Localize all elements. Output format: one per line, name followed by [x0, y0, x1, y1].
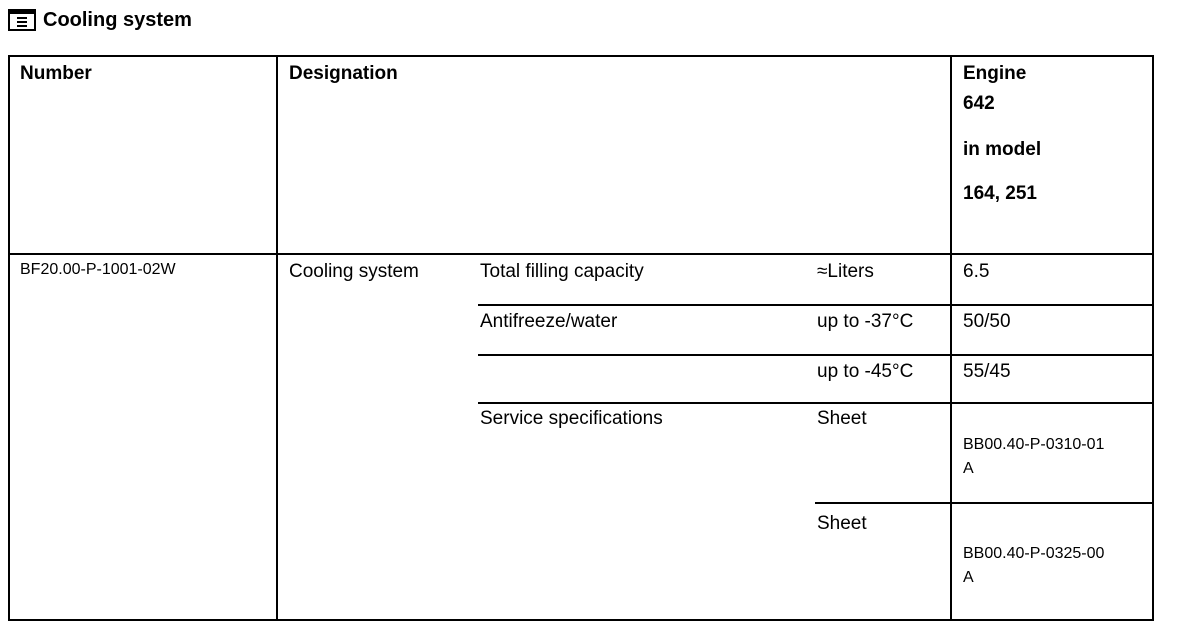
- header-number: Number: [20, 63, 92, 84]
- row-divider-1: [478, 304, 1154, 306]
- document-list-icon: [8, 9, 36, 31]
- sheet-reference: BB00.40-P-0310-01: [963, 436, 1105, 453]
- header-engine: Engine: [963, 63, 1027, 84]
- row-spec: up to -45°C: [817, 361, 914, 382]
- group-name: Cooling system: [289, 261, 419, 282]
- row-spec: Sheet: [817, 408, 867, 429]
- sheet-reference-suffix: A: [963, 460, 974, 477]
- section-title: [8, 6, 192, 34]
- section-title-text: Cooling system: [43, 8, 192, 31]
- row-value: 55/45: [963, 361, 1011, 382]
- row-divider-3: [478, 402, 1154, 404]
- document-number: BF20.00-P-1001-02W: [20, 261, 176, 278]
- header-model-values: 164, 251: [963, 183, 1037, 204]
- row-divider-2: [478, 354, 1154, 356]
- sheet-reference: BB00.40-P-0325-00: [963, 545, 1105, 562]
- header-designation: Designation: [289, 63, 398, 84]
- header-engine-number: 642: [963, 93, 995, 114]
- row-item: Service specifications: [480, 408, 663, 429]
- row-item: Antifreeze/water: [480, 311, 618, 332]
- sheet-reference-suffix: A: [963, 569, 974, 586]
- row-spec: Sheet: [817, 513, 867, 534]
- header-model-label: in model: [963, 139, 1042, 160]
- header-divider: [8, 253, 1154, 255]
- row-divider-4: [815, 502, 1154, 504]
- col-divider-number: [276, 55, 278, 621]
- col-divider-engine: [950, 55, 952, 621]
- row-item: Total filling capacity: [480, 261, 644, 282]
- row-value: 50/50: [963, 311, 1011, 332]
- row-value: 6.5: [963, 261, 990, 282]
- row-spec: ≈Liters: [817, 261, 874, 282]
- row-spec: up to -37°C: [817, 311, 914, 332]
